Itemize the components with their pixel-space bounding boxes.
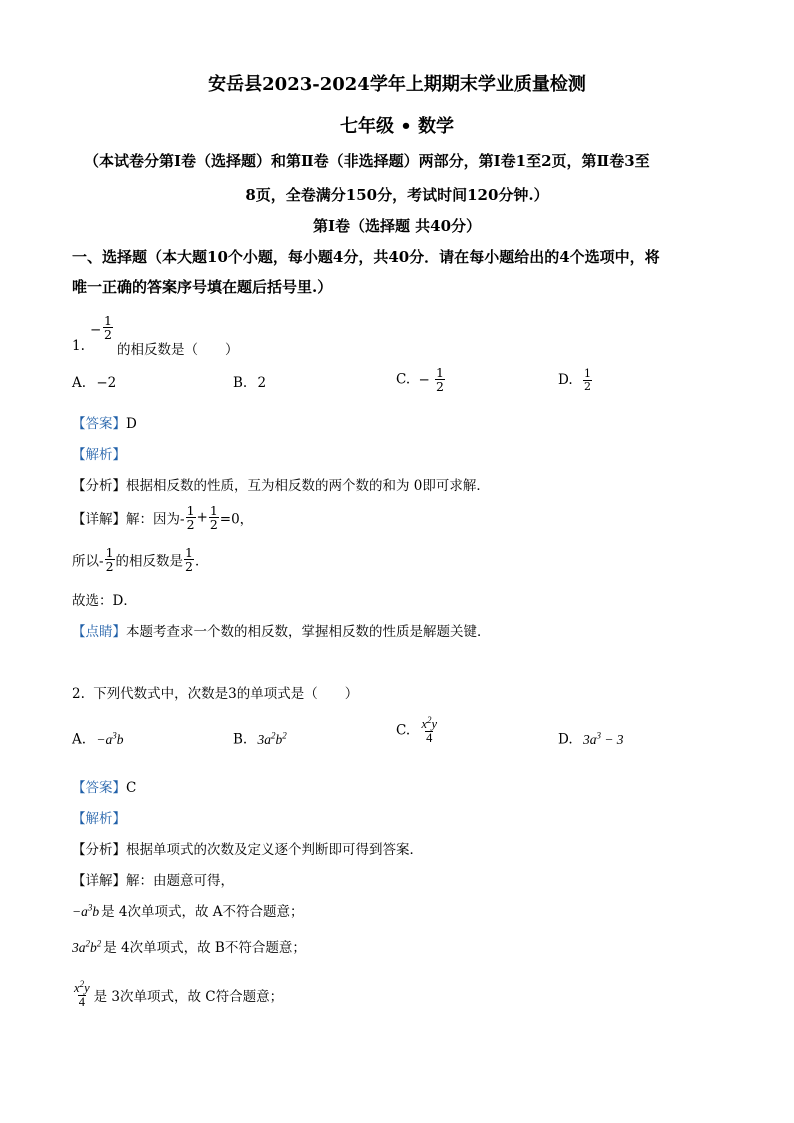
q1-number: 1. <box>72 338 85 354</box>
q2-option-b-label: B. <box>233 731 248 748</box>
q1-detail-plus: + <box>196 509 208 526</box>
exam-subtitle: 七年级 • 数学 <box>339 116 455 137</box>
part-title: 第Ⅰ卷（选择题 共40分） <box>312 217 482 235</box>
q2-option-b-expr: $3a^2b^2$ <box>257 730 287 747</box>
q1-frac-den: 2 <box>104 327 112 343</box>
q1-analysis <box>72 474 490 494</box>
q2-option-c-fraction <box>420 716 438 745</box>
q1-option-a-label: A. <box>72 375 87 391</box>
q1-detail <box>72 504 253 531</box>
q1-frac-num: 1 <box>104 313 112 328</box>
q1-so-frac-2-num: 1 <box>185 545 193 560</box>
q1-option-c-fraction <box>435 366 445 393</box>
q1-detail-frac-2-num: 1 <box>209 503 218 518</box>
q1-so-frac-1 <box>105 546 115 573</box>
q2-line-b-expr: $3a^2b^2$ <box>72 938 102 955</box>
section-line-1: 一、选择题（本大题10个小题，每小题4分，共40分．请在每小题给出的4个选项中，将 <box>72 248 660 266</box>
q1-so-pre: 所以- <box>72 553 104 570</box>
q1-comment-text: 本题考查求一个数的相反数，掌握相反数的性质是解题关键． <box>126 624 491 640</box>
q2-detail <box>72 869 234 889</box>
q1-detail-pre: 解：因为- <box>126 511 185 528</box>
q1-option-d-den: 2 <box>583 379 591 393</box>
q2-option-a-expr: $-a^3b$ <box>96 730 124 747</box>
exam-title: 安岳县2023-2024学年上期期末学业质量检测 <box>208 74 586 95</box>
q2-option-a-label: A. <box>72 731 87 748</box>
q2-answer-tag: 【答案】 <box>72 780 126 796</box>
q2-option-c <box>396 716 439 745</box>
q2-line-c-den: 4 <box>78 995 85 1010</box>
q2-stem-text: 下列代数式中，次数是3的单项式是（ ） <box>93 686 359 702</box>
q2-line-b <box>72 936 306 956</box>
q1-so-frac-1-num: 1 <box>105 545 114 560</box>
q2-analysis-tag: 【分析】 <box>72 842 126 858</box>
q1-analysis-tag: 【分析】 <box>72 478 126 494</box>
q1-option-d-fraction <box>583 368 592 392</box>
q2-jiexi <box>72 807 126 827</box>
q1-jiexi <box>72 443 126 463</box>
intro-line-1: （本试卷分第Ⅰ卷（选择题）和第Ⅱ卷（非选择题）两部分，第Ⅰ卷1至2页，第Ⅱ卷3至 <box>84 152 650 170</box>
section-line-2: 唯一正确的答案序号填在题后括号里.） <box>72 278 333 296</box>
q1-detail-frac-2 <box>209 504 219 531</box>
q1-option-c <box>396 366 446 393</box>
q1-comment-tag: 【点睛】 <box>72 624 126 640</box>
q1-detail-frac-1-num: 1 <box>186 503 195 518</box>
q2-detail-text: 解：由题意可得， <box>126 873 234 889</box>
q1-so-frac-2-den: 2 <box>185 559 193 575</box>
q1-option-d-num: 1 <box>583 367 591 380</box>
q1-detail-eq: =0， <box>219 511 254 528</box>
q1-answer-value: D <box>126 416 137 432</box>
q1-answer <box>72 412 137 432</box>
q1-option-c-den: 2 <box>436 379 444 395</box>
q2-line-c-fraction <box>73 980 91 1009</box>
q2-option-d-expr: $3a^3 - 3$ <box>582 730 624 747</box>
q1-option-c-label: C. <box>396 371 411 388</box>
q1-so-end: ． <box>194 553 209 570</box>
q1-fraction <box>103 314 113 341</box>
q2-line-b-text: 是 4次单项式，故 B不符合题意； <box>103 940 306 956</box>
q1-stem-text: 的相反数是（ ） <box>117 342 239 358</box>
q2-line-c-num: $x^2y$ <box>74 979 90 996</box>
q2-option-c-num: $x^2y$ <box>421 715 438 732</box>
q1-detail-tag: 【详解】 <box>72 511 126 528</box>
q1-option-c-num: 1 <box>436 365 444 380</box>
q2-line-c <box>72 980 283 1009</box>
q2-detail-tag: 【详解】 <box>72 873 126 889</box>
q1-comment <box>72 620 491 640</box>
q1-so-mid: 的相反数是 <box>115 553 184 570</box>
q2-option-c-den: 4 <box>426 731 433 746</box>
q1-analysis-text: 根据相反数的性质，互为相反数的两个数的和为 0即可求解． <box>126 478 490 494</box>
q2-answer-value: C <box>126 780 137 796</box>
q2-analysis-text: 根据单项式的次数及定义逐个判断即可得到答案． <box>126 842 423 858</box>
q2-option-d <box>558 730 624 748</box>
q2-analysis <box>72 838 423 858</box>
q1-option-a-value: −2 <box>96 375 117 391</box>
q1-option-a <box>72 375 116 391</box>
q1-detail-frac-1 <box>186 504 196 531</box>
q1-option-b-value: 2 <box>257 375 267 391</box>
q1-answer-tag: 【答案】 <box>72 416 126 432</box>
q1-minus: − <box>90 322 102 338</box>
q2-option-b <box>233 730 287 748</box>
q1-option-d <box>558 368 593 392</box>
q2-jiexi-tag: 【解析】 <box>72 811 126 827</box>
q2-line-a-text: 是 4次单项式，故 A不符合题意； <box>101 904 304 920</box>
q1-option-b <box>233 375 266 391</box>
q2-number: 2. <box>72 686 85 702</box>
q2-stem <box>72 682 358 702</box>
q2-line-c-text: 是 3次单项式，故 C符合题意； <box>93 988 284 1005</box>
q2-line-a <box>72 900 304 920</box>
q1-choose: 故选：D． <box>72 593 137 609</box>
q1-so-frac-2 <box>184 546 194 573</box>
q2-option-a <box>72 730 123 748</box>
q2-option-d-label: D. <box>558 731 573 748</box>
q1-so <box>72 546 208 573</box>
q2-line-a-expr: $-a^3b$ <box>72 902 100 919</box>
q2-option-c-label: C. <box>396 722 411 739</box>
intro-line-2: 8页，全卷满分150分，考试时间120分钟.） <box>245 186 549 204</box>
q1-option-b-label: B. <box>233 375 248 391</box>
q1-so-frac-1-den: 2 <box>105 559 114 575</box>
q1-option-c-minus: − <box>418 371 430 388</box>
q1-jiexi-tag: 【解析】 <box>72 447 126 463</box>
q2-answer <box>72 776 136 796</box>
q1-detail-frac-2-den: 2 <box>209 517 218 533</box>
q1-detail-frac-1-den: 2 <box>186 517 195 533</box>
q1-option-d-label: D. <box>558 372 573 389</box>
